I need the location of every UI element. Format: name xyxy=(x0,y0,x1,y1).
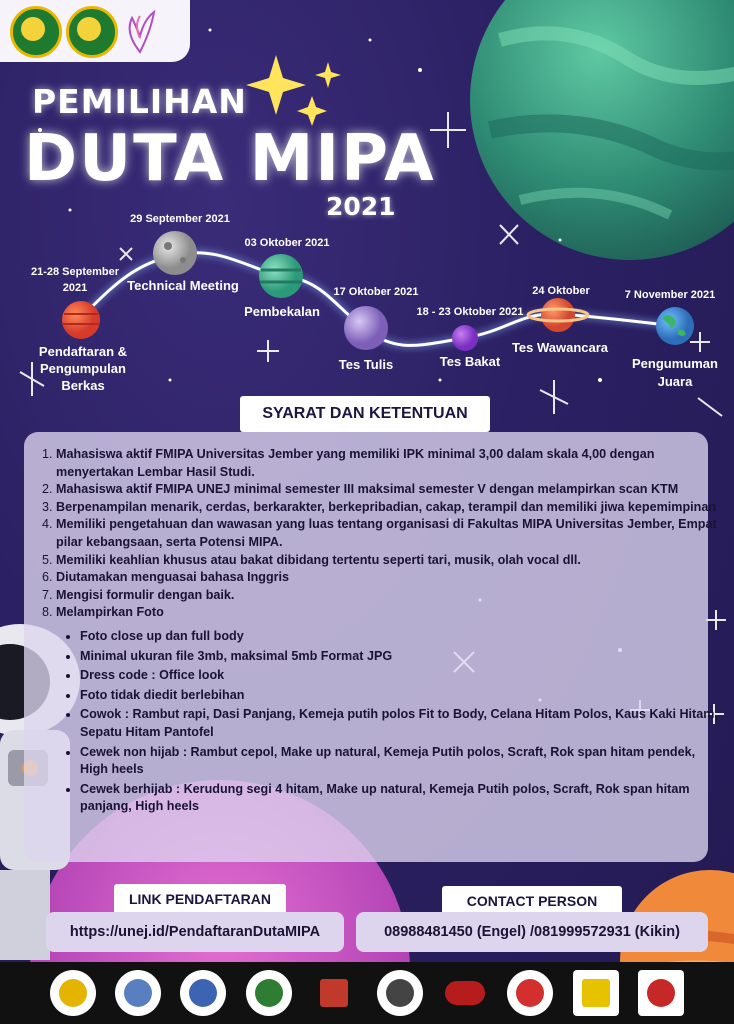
alpha-logo xyxy=(377,970,423,1016)
foto-item: • Minimal ukuran file 3mb, maksimal 5mb Format JPG xyxy=(80,648,720,666)
foto-item: • Foto tidak diedit berlebihan xyxy=(80,687,720,705)
link-heading: LINK PENDAFTARAN xyxy=(114,884,286,914)
foto-sub-list xyxy=(56,628,720,816)
timeline-label-6: Tes Wawancara xyxy=(511,340,609,355)
timeline-date-6: 24 Oktober xyxy=(532,285,590,297)
title-duta-mipa: DUTA MIPA xyxy=(24,122,436,196)
title-year: 2021 xyxy=(326,192,396,221)
red-planet xyxy=(62,301,100,339)
foto-item: • Dress code : Office look xyxy=(80,667,720,685)
himatika-mahasiswa-logo xyxy=(115,970,161,1016)
timeline-label-2: Technical Meeting xyxy=(127,278,239,293)
footer-logos xyxy=(0,962,734,1024)
moon xyxy=(153,231,197,275)
timeline-date-5: 18 - 23 Oktober 2021 xyxy=(416,306,524,318)
himabio-logo xyxy=(180,970,226,1016)
syarat-item: 6. Diutamakan menguasai bahasa Inggris xyxy=(56,569,720,587)
ukm-seni-logo xyxy=(638,970,684,1016)
contact-phones: 08988481450 (Engel) /081999572931 (Kikin) xyxy=(356,912,708,952)
timeline-label-4: Tes Tulis xyxy=(338,357,394,372)
syarat-item: 8. Melampirkan Foto • Foto close up dan full body • Minimal ukuran file 3mb, maksimal 5mb Format JPG • Dress code : Office look • Foto tidak diedit berlebihan • Cowok : Rambut rapi, Dasi Panjang, Kemeja putih polos Fit to Body, Celana Hitam Polos, Kaus Kaki Hitam, Sepatu Hitam Pantofel • Cewek non hijab : Rambut cepol, Make up natural, Kemeja Putih polos, Scraft, Rok span hitam pendek, High heels • Cewek berhijab : Kerudung segi 4 hitam, Make up natural, Kemeja Putih polos, Scraft, Rok span hitam panjang, High heels xyxy=(56,604,720,816)
foto-item: • Cewek berhijab : Kerudung segi 4 hitam, Make up natural, Kemeja Putih polos, Scraft, Rok span hitam panjang, High heels xyxy=(80,781,720,816)
contact-heading: CONTACT PERSON xyxy=(442,886,622,916)
foto-item: • Foto close up dan full body xyxy=(80,628,720,646)
bpm-fmipa-logo xyxy=(50,970,96,1016)
syarat-item: 5. Memiliki keahlian khusus atau bakat dibidang tertentu seperti tari, musik, olah vocal dll. xyxy=(56,552,720,570)
syarat-list xyxy=(34,446,720,818)
earth xyxy=(656,307,694,345)
timeline-date-2: 29 September 2021 xyxy=(130,213,230,225)
foto-item: • Cowok : Rambut rapi, Dasi Panjang, Kemeja putih polos Fit to Body, Celana Hitam Polos, Kaus Kaki Hitam, Sepatu Hitam Pantofel xyxy=(80,706,720,741)
registration-link[interactable]: https://unej.id/PendaftaranDutaMIPA xyxy=(46,912,344,952)
timeline-label-5: Tes Bakat xyxy=(439,354,501,369)
purple-planet xyxy=(344,306,388,350)
syarat-item: 7. Mengisi formulir dengan baik. xyxy=(56,587,720,605)
timeline-label-7: Pengumuman Juara xyxy=(632,356,718,389)
jurnalistik-logo xyxy=(507,970,553,1016)
timeline-label-1: Pendaftaran & Pengumpulan Berkas xyxy=(38,344,128,393)
syarat-item: 2. Mahasiswa aktif FMIPA UNEJ minimal semester III maksimal semester V dengan melampirkan scan KTM xyxy=(56,481,720,499)
green-planet xyxy=(259,254,303,298)
violet-planet xyxy=(452,325,478,351)
syarat-panel xyxy=(24,432,718,862)
timeline-date-3: 03 Oktober 2021 xyxy=(244,237,330,249)
foto-item: • Cewek non hijab : Rambut cepol, Make up natural, Kemeja Putih polos, Scraft, Rok span hitam pendek, High heels xyxy=(80,744,720,779)
himatika-red-logo xyxy=(311,970,357,1016)
title-pemilihan: PEMILIHAN xyxy=(32,82,247,121)
timeline-date-4: 17 Oktober 2021 xyxy=(333,286,419,298)
syarat-item: 1. Mahasiswa aktif FMIPA Universitas Jember yang memiliki IPK minimal 3,00 dalam skala 4,00 dengan menyertakan Lembar Hasil Studi. xyxy=(56,446,720,481)
syarat-item: 4. Memiliki pengetahuan dan wawasan yang luas tentang organisasi di Fakultas MIPA Universitas Jember, Empat pilar kebangsaan, serta Potensi MIPA. xyxy=(56,516,720,551)
timeline-date-7: 7 November 2021 xyxy=(624,289,716,301)
timeline-date-1: 21-28 September 2021 xyxy=(30,266,120,294)
syarat-item: 3. Berpenampilan menarik, cerdas, berkarakter, berkepribadian, cakap, terampil dan memiliki jiwa kepemimpinan xyxy=(56,499,720,517)
ksmf-logo xyxy=(442,970,488,1016)
rnd-logo xyxy=(573,970,619,1016)
timeline-label-3: Pembekalan xyxy=(244,304,320,319)
himakim-logo xyxy=(246,970,292,1016)
syarat-heading: SYARAT DAN KETENTUAN xyxy=(240,396,490,432)
